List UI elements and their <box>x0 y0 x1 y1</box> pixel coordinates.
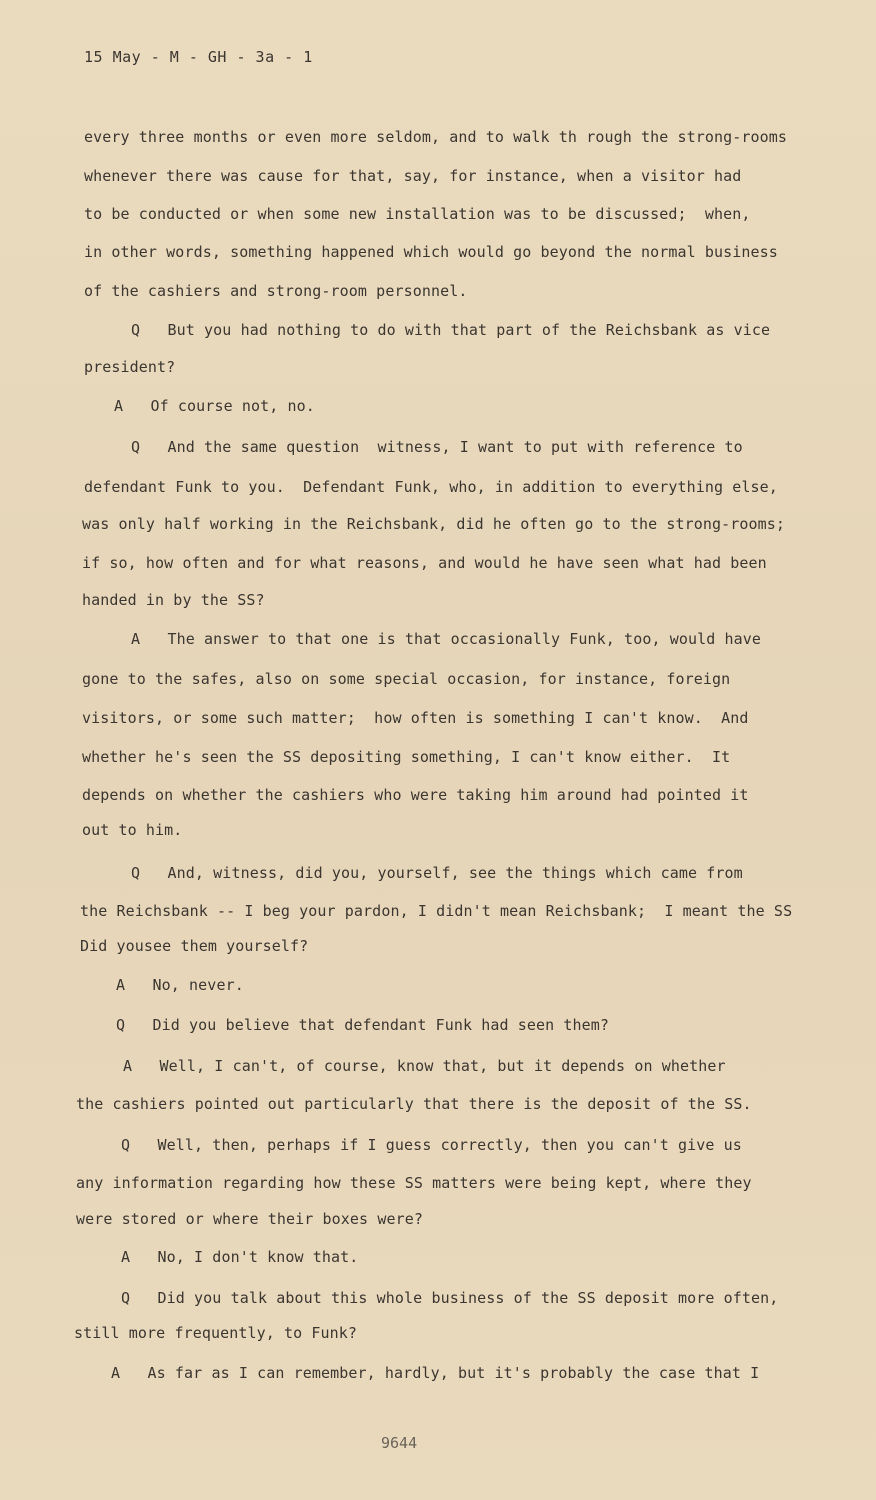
text-line: Q But you had nothing to do with that part of the Reichsbank as vice <box>131 321 771 339</box>
text-line: A As far as I can remember, hardly, but it's probably the case that I <box>111 1364 760 1382</box>
text-line: A No, never. <box>116 976 244 994</box>
text-line: if so, how often and for what reasons, and would he have seen what had been <box>82 554 767 572</box>
text-line: any information regarding how these SS matters were being kept, where they <box>76 1174 752 1192</box>
text-line: A Well, I can't, of course, know that, but it depends on whether <box>123 1057 726 1075</box>
text-line: to be conducted or when some new installation was to be discussed; when, <box>84 205 751 223</box>
text-line: Q Did you believe that defendant Funk had seen them? <box>116 1016 610 1034</box>
text-line: Q And the same question witness, I want to put with reference to <box>131 438 743 456</box>
text-line: the Reichsbank -- I beg your pardon, I didn't mean Reichsbank; I meant the SS <box>80 902 793 920</box>
text-line: of the cashiers and strong-room personnel. <box>84 282 468 300</box>
text-line: every three months or even more seldom, and to walk th rough the strong-rooms <box>84 128 788 146</box>
text-line: still more frequently, to Funk? <box>74 1324 358 1342</box>
text-line: whenever there was cause for that, say, for instance, when a visitor had <box>84 167 742 185</box>
text-line: president? <box>84 358 176 376</box>
text-line: A Of course not, no. <box>114 397 315 415</box>
text-line: visitors, or some such matter; how often is something I can't know. And <box>82 709 749 727</box>
text-line: handed in by the SS? <box>82 591 265 609</box>
text-line: gone to the safes, also on some special occasion, for instance, foreign <box>82 670 731 688</box>
text-line: defendant Funk to you. Defendant Funk, who, in addition to everything else, <box>84 478 778 496</box>
text-line: out to him. <box>82 821 183 839</box>
text-line: whether he's seen the SS depositing something, I can't know either. It <box>82 748 731 766</box>
page-number: 9644 <box>381 1434 418 1452</box>
page-header: 15 May - M - GH - 3a - 1 <box>84 48 313 66</box>
text-line: A The answer to that one is that occasionally Funk, too, would have <box>131 630 762 648</box>
text-line: the cashiers pointed out particularly that there is the deposit of the SS. <box>76 1095 752 1113</box>
text-line: Did yousee them yourself? <box>80 937 309 955</box>
text-line: in other words, something happened which would go beyond the normal business <box>84 243 778 261</box>
text-line: Q And, witness, did you, yourself, see the things which came from <box>131 864 743 882</box>
text-line: depends on whether the cashiers who were taking him around had pointed it <box>82 786 749 804</box>
text-line: Q Well, then, perhaps if I guess correctly, then you can't give us <box>121 1136 742 1154</box>
text-line: Q Did you talk about this whole business of the SS deposit more often, <box>121 1289 779 1307</box>
text-line: were stored or where their boxes were? <box>76 1210 423 1228</box>
text-line: A No, I don't know that. <box>121 1248 359 1266</box>
text-line: was only half working in the Reichsbank, did he often go to the strong-rooms; <box>82 515 786 533</box>
